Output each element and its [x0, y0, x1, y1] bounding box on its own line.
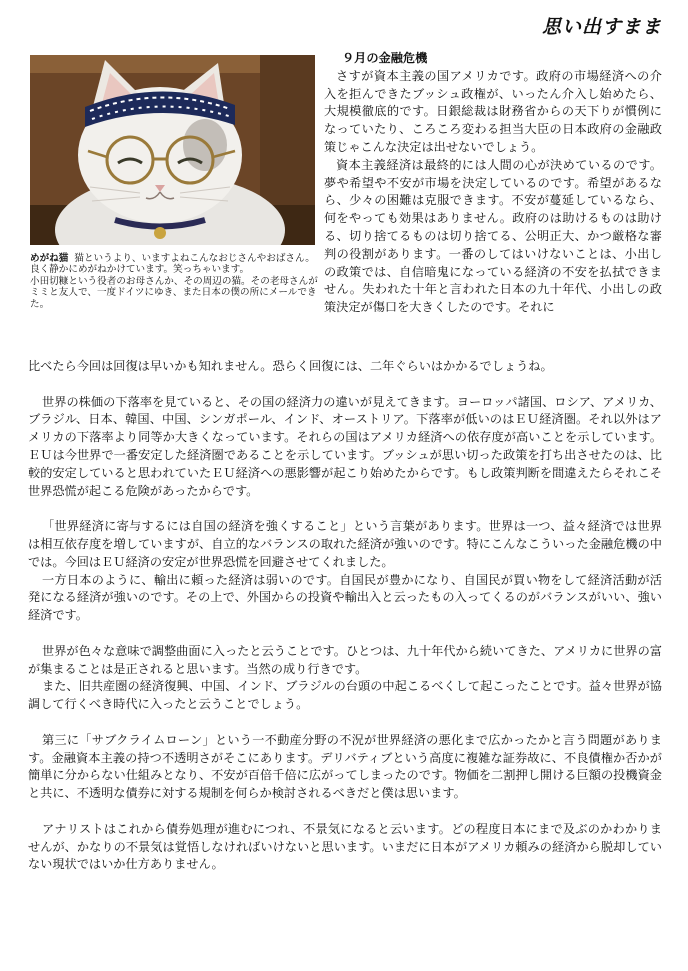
article-paragraph-1: さすが資本主義の国アメリカです。政府の市場経済への介入を拒んできたブッシュ政権が、いったん介入し始めたら、大規模徹底的です。日銀総裁は財務省からの天下りが慣例になっていたり、ころころ変わる担当大臣の日本政府の金融政策じゃこんな決定は出せないでしょう。 — [324, 68, 662, 154]
caption-line-1 — [30, 253, 320, 276]
article-paragraph-3: 世界の株価の下落率を見ていると、その国の経済力の違いが見えてきます。ヨーロッパ諸国、ロシア、アメリカ、ブラジル、日本、韓国、中国、シンガポール、インド、オーストリア。下落率が低いのはＥＵ経済圏。それ以外はアメリカの下落率より同等か大きくなっています。それらの国はアメリカ経済への依存度が高いことを示しています。ＥＵは今世界で一番安定した経済圏であることを示しています。ブッシュが思い切った政策を打ち出させたのは、比較的安定していると思われていたＥＵ経済への悪影響が起こり始めたからです。もし政策判断を間違えたらそれこそ世界恐慌が起こる危険があったからです。 — [28, 394, 662, 498]
article-paragraph-7: また、旧共産圏の経済復興、中国、インド、ブラジルの台頭の中起こるべくして起こったことです。益々世界が協調して行くべき時代に入ったと云うことでしょう。 — [28, 679, 662, 712]
caption-text-1: 猫というより、いますよねこんなおじさんやおばさん。良く静かにめがねかけています。笑っちゃいます。 — [30, 253, 315, 276]
article-paragraph-9: アナリストはこれから債券処理が進むにつれ、不景気になると云います。どの程度日本にまで及ぶのかわかりませんが、かなりの不景気は覚悟しなければいけないと思います。いまだに日本がアメリカ頼みの経済から脱却していない現状ではいか仕方ありません。 — [28, 821, 662, 872]
article-paragraph-5: 一方日本のように、輸出に頼った経済は弱いのです。自国民が豊かになり、自国民が買い物をして経済活動が活発になる経済が強いのです。その上で、外国からの投資や輸出入と云ったもの入ってくるのがバランスがいい、強い経済です。 — [28, 572, 662, 623]
article-paragraph-2-continued: 比べたら今回は回復は早いかも知れません。恐らく回復には、二年ぐらいはかかるでしょうね。 — [28, 359, 553, 373]
cat-with-glasses-illustration — [30, 55, 315, 245]
article-body — [28, 358, 662, 874]
page-title: 思い出すまま — [541, 16, 662, 38]
article-heading: ９月の金融危機 — [342, 51, 428, 65]
article-paragraph-6: 世界が色々な意味で調整曲面に入ったと云うことです。ひとつは、九十年代から続いてきた、アメリカに世界の富が集まることは是正されると思います。当然の成り行きです。 — [28, 643, 662, 676]
cat-photo — [30, 55, 315, 245]
photo-caption — [30, 253, 320, 310]
article-paragraph-8: 第三に「サブクライムローン」という一不動産分野の不況が世界経済の悪化まで広かったかと言う問題があります。金融資本主義の持つ不透明さがそこにあります。デリバティブという高度に複雑な証券故に、不良債権か否かが簡単に分からない仕組みとなり、不安が百倍千倍に広がってしまったのです。物価を二割押し開ける巨額の投機資金と共に、不透明な債券に対する規制を何らか検討されるべきだと僕は思います。 — [28, 732, 662, 801]
article-right-column — [324, 50, 662, 317]
article-paragraph-2: 資本主義経済は最終的には人間の心が決めているのです。夢や希望や不安が市場を決定しているのです。希望があるなら、少々の困難は克服できます。不安が蔓延しているなら、何をやっても効果はありません。政府のは助けるものは助ける、切り捨てるものは切り捨てる、公明正大、かつ厳格な審判の役割があります。一番のしてはいけないことは、小出しの政策では、自信暗鬼になっている経済の不安を払拭できません。失われた十年と言われた日本の九十年代、小出しの政策決定が傷口を大きくしたのです。それに — [324, 157, 662, 315]
caption-line-2: 小田切糠という役者のお母さんか、その周辺の猫。その老母さんがミミと友人で、一度ドイツにゆき、また日本の僕の所にメールできた。 — [30, 275, 318, 310]
caption-title: めがね猫 — [30, 253, 69, 264]
article-paragraph-4: 「世界経済に寄与するには自国の経済を強くすること」という言葉があります。世界は一つ、益々経済では世界は相互依存度を増していますが、自立的なバランスの取れた経済が強いのです。特にこんなこういった金融危機の中では。今回はＥＵ経済の安定が世界恐慌を回避させてくれました。 — [28, 519, 662, 569]
